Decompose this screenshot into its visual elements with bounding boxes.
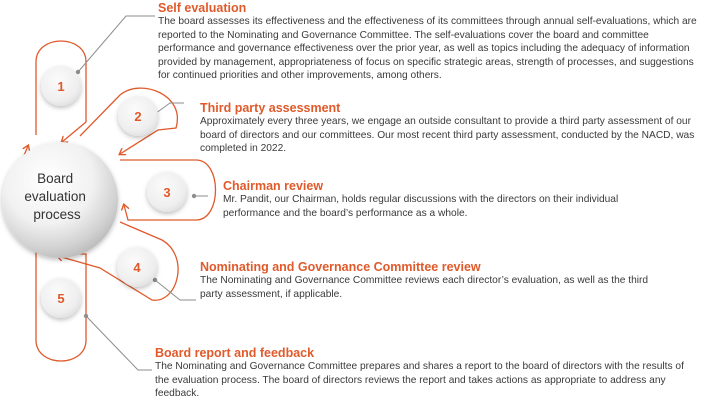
step-4-number: 4: [133, 260, 141, 275]
step-3-block: [223, 179, 675, 220]
center-label-line-1: Board: [37, 171, 74, 186]
step-3-title: Chairman review: [223, 179, 324, 193]
step-3-number: 3: [163, 185, 171, 200]
step-3-description: Mr. Pandit, our Chairman, holds regular discussions with the directors on their individual performance and the board’s performance as a whole.: [223, 194, 619, 219]
step-1-number: 1: [57, 79, 65, 94]
center-label-line-2: evaluation: [24, 189, 86, 204]
step-5-number: 5: [57, 291, 65, 306]
step-5-description: The Nominating and Governance Committee prepares and shares a report to the board of directors with the results of the evaluation process. The board of directors reviews the report and takes actions as appropriate to address any feedback.: [155, 361, 684, 399]
center-label-line-3: process: [33, 207, 81, 222]
leader-dot-3: [192, 194, 196, 198]
leader-line-1: [78, 16, 155, 72]
step-4-description: The Nominating and Governance Committee reviews each director’s evaluation, as well as the third party assessment, if applicable.: [200, 275, 649, 300]
step-1-title: Self evaluation: [158, 1, 247, 15]
step-4-block: [200, 260, 670, 301]
step-1-block: [158, 1, 702, 83]
step-5-block: [155, 346, 700, 401]
leader-line-5: [86, 316, 152, 370]
step-2-title: Third party assessment: [200, 101, 341, 115]
step-1-description: The board assesses its effectiveness and the effectiveness of its committees through annual self-evaluations, which are reported to the Nominating and Governance Committee. The self-evaluations cover the board and committee performance and governance effectiveness over the prior year, as well as topics including the adequacy of information provided by management, appropriateness of focus on specific strategic areas, strength of processes, and suggestions for continued priorities and other improvements, among others.: [158, 16, 697, 81]
step-2-block: [200, 101, 696, 156]
step-2-number: 2: [134, 109, 142, 124]
step-4-title: Nominating and Governance Committee review: [200, 260, 481, 274]
leader-dot-4: [153, 278, 157, 282]
leader-dot-5: [84, 314, 88, 318]
step-2-description: Approximately every three years, we engage an outside consultant to provide a third party assessment of our board of directors and our committees. Our most recent third party assessment, conducted by the NACD, was completed in 2022.: [200, 116, 695, 154]
step-5-title: Board report and feedback: [155, 346, 315, 360]
